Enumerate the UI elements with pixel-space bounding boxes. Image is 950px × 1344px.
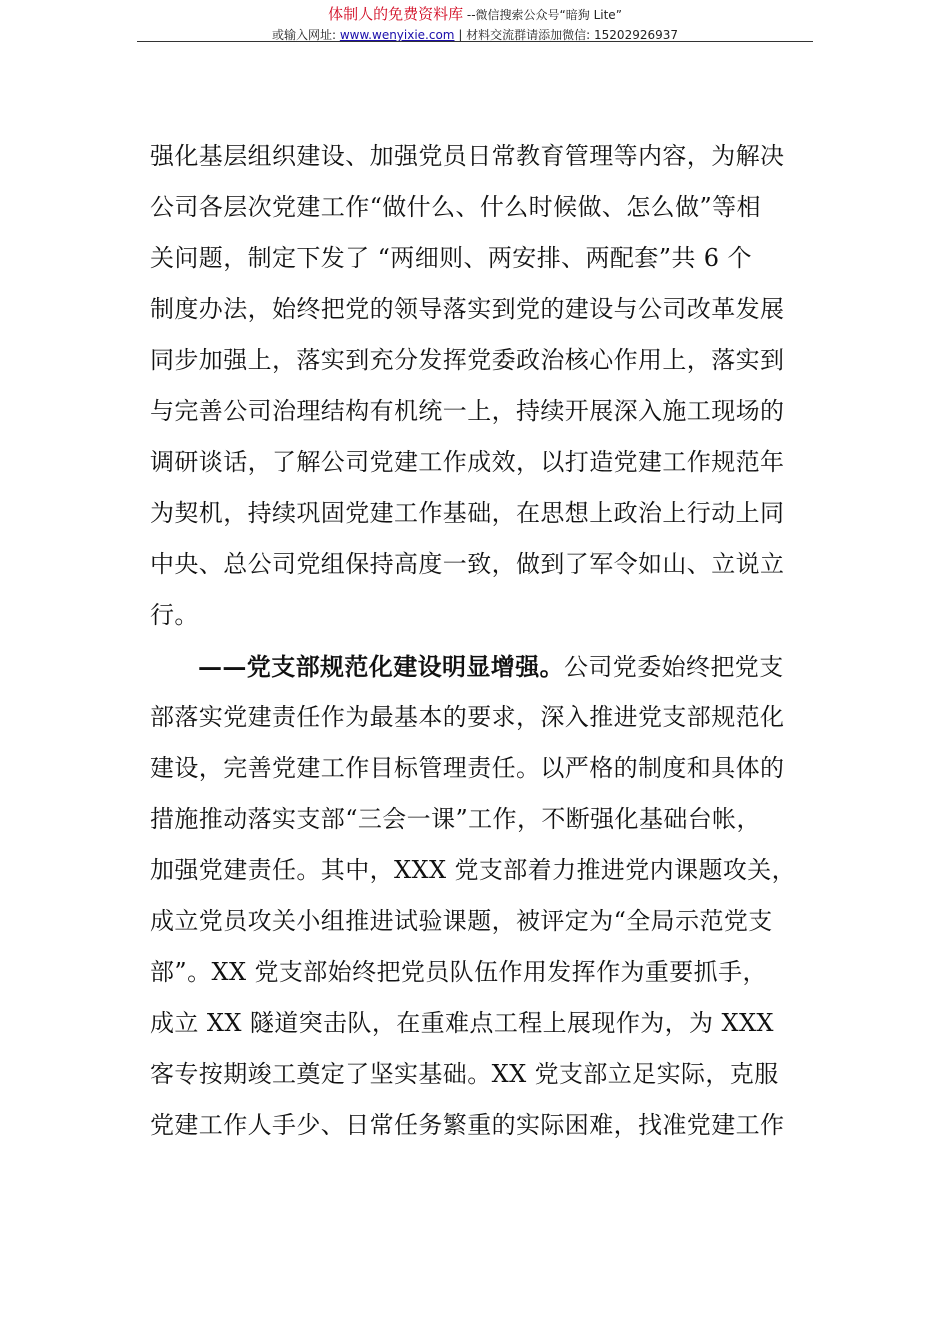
brand-title: 体制人的免费资料库 bbox=[328, 5, 464, 23]
body-line: 建设，完善党建工作目标管理责任。以严格的制度和具体的 bbox=[150, 754, 785, 782]
body-line: 为契机，持续巩固党建工作基础，在思想上政治上行动上同 bbox=[150, 499, 785, 527]
body-line: 成立 XX 隧道突击队，在重难点工程上展现作为，为 XXX bbox=[150, 1009, 774, 1037]
header-tagline: --微信搜索公众号“暗狗 Lite” bbox=[463, 8, 622, 22]
body-line: 加强党建责任。其中，XXX 党支部着力推进党内课题攻关， bbox=[150, 856, 797, 884]
body-line: 客专按期竣工奠定了坚实基础。XX 党支部立足实际，克服 bbox=[150, 1060, 779, 1088]
header-divider bbox=[137, 41, 813, 42]
body-line: 部”。XX 党支部始终把党员队伍作用发挥作为重要抓手， bbox=[150, 958, 767, 986]
body-line: 成立党员攻关小组推进试验课题，被评定为“全局示范党支 bbox=[150, 907, 773, 935]
body-line: 部落实党建责任作为最基本的要求，深入推进党支部规范化 bbox=[150, 703, 785, 731]
body-line: 措施推动落实支部“三会一课”工作，不断强化基础台帐， bbox=[150, 805, 761, 833]
body-line: 同步加强上，落实到充分发挥党委政治核心作用上，落实到 bbox=[150, 346, 785, 374]
body-line: 中央、总公司党组保持高度一致，做到了军令如山、立说立 bbox=[150, 550, 785, 578]
body-line: 调研谈话，了解公司党建工作成效，以打造党建工作规范年 bbox=[150, 448, 785, 476]
paragraph-2-lead: 公司党委始终把党支 bbox=[564, 653, 784, 681]
body-line: 党建工作人手少、日常任务繁重的实际困难，找准党建工作 bbox=[150, 1111, 785, 1139]
header-title-line bbox=[0, 4, 950, 26]
body-line: 公司各层次党建工作“做什么、什么时候做、怎么做”等相 bbox=[150, 193, 761, 221]
document-body bbox=[150, 131, 806, 1151]
website-link[interactable]: www.wenyixie.com bbox=[339, 28, 455, 42]
body-line: 行。 bbox=[150, 601, 199, 629]
body-line: 制度办法，始终把党的领导落实到党的建设与公司改革发展 bbox=[150, 295, 785, 323]
body-line: 与完善公司治理结构有机统一上，持续开展深入施工现场的 bbox=[150, 397, 785, 425]
header-prefix: 或输入网址: bbox=[271, 28, 340, 42]
header-suffix: | 材料交流群请添加微信: 15202926937 bbox=[454, 28, 679, 42]
body-line: 关问题，制定下发了 “两细则、两安排、两配套”共 6 个 bbox=[150, 244, 752, 272]
body-line: 强化基层组织建设、加强党员日常教育管理等内容，为解决 bbox=[150, 142, 785, 170]
section-heading: ——党支部规范化建设明显增强。 bbox=[198, 652, 564, 681]
paragraph-2-first-line bbox=[150, 641, 806, 692]
page-header bbox=[0, 4, 950, 44]
